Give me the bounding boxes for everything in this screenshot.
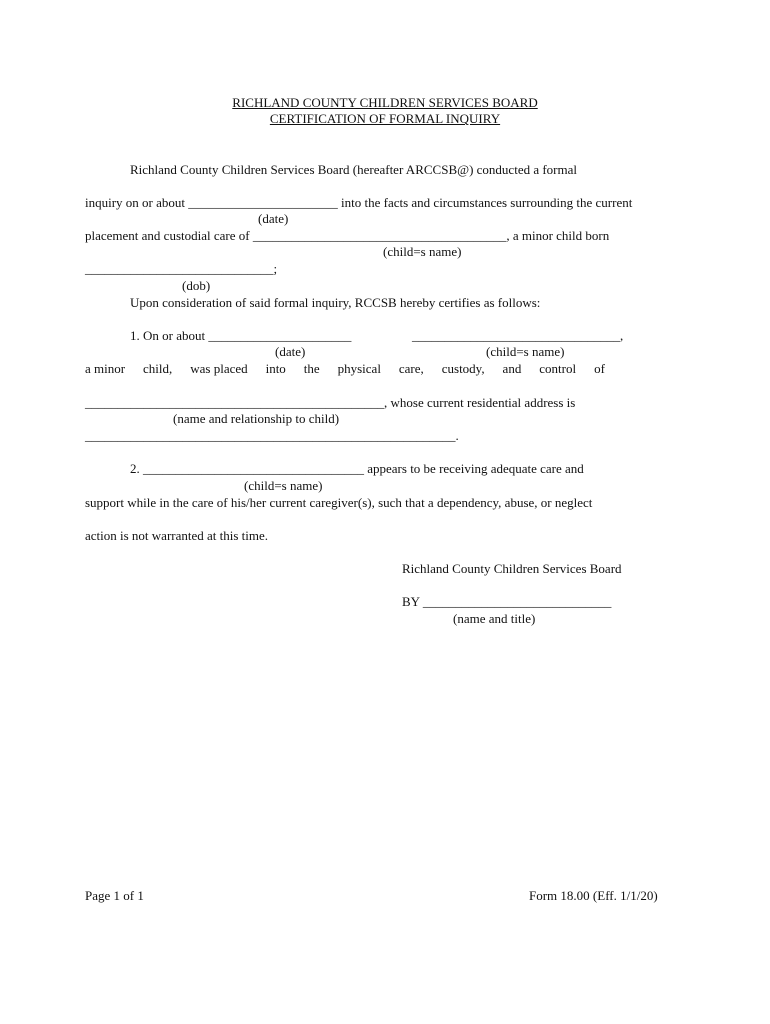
- item1-childs-name-caption: (child=s name): [486, 344, 565, 359]
- word: was placed: [190, 361, 248, 376]
- item1-name-relationship-caption: (name and relationship to child): [173, 411, 340, 426]
- item1-placement-line: [85, 362, 605, 375]
- item1-date-caption: (date): [275, 344, 306, 359]
- intro-line-2: inquiry on or about _______________________ into the facts and circumstances surrounding the current: [85, 195, 633, 210]
- word: care,: [398, 361, 424, 376]
- intro-line-1: Richland County Children Services Board (hereafter ARCCSB@) conducted a formal: [130, 162, 578, 177]
- intro-childs-name-caption: (child=s name): [383, 244, 462, 259]
- word: of: [594, 361, 605, 376]
- item1-line-3: ______________________________________________, whose current residential address is: [85, 395, 576, 410]
- word: the: [303, 361, 320, 376]
- document-title: RICHLAND COUNTY CHILDREN SERVICES BOARD: [232, 95, 538, 110]
- word: into: [265, 361, 286, 376]
- word: physical: [337, 361, 381, 376]
- signature-caption: (name and title): [453, 611, 536, 626]
- footer-page-number: Page 1 of 1: [85, 888, 144, 903]
- intro-date-caption: (date): [258, 211, 289, 226]
- document-subtitle: CERTIFICATION OF FORMAL INQUIRY: [269, 111, 501, 126]
- signature-organization: Richland County Children Services Board: [402, 561, 622, 576]
- intro-line-4: Upon consideration of said formal inquiry, RCCSB hereby certifies as follows:: [130, 295, 541, 310]
- signature-by-line: BY _____________________________: [402, 594, 612, 609]
- item2-line-1: 2. __________________________________ appears to be receiving adequate care and: [130, 461, 584, 476]
- word: custody,: [441, 361, 485, 376]
- intro-line-3: placement and custodial care of _______________________________________, a minor child born: [85, 228, 610, 243]
- item2-line-3: action is not warranted at this time.: [85, 528, 269, 543]
- footer-form-number: Form 18.00 (Eff. 1/1/20): [529, 888, 658, 903]
- item1-line-1-left: 1. On or about ______________________: [130, 328, 352, 343]
- word: control: [539, 361, 577, 376]
- item2-line-2: support while in the care of his/her current caregiver(s), such that a dependency, abuse, or neglect: [85, 495, 593, 510]
- intro-dob-caption: (dob): [182, 278, 211, 293]
- intro-dob-blank: _____________________________;: [85, 261, 278, 276]
- word: child,: [143, 361, 173, 376]
- word: and: [502, 361, 522, 376]
- item1-line-4: _________________________________________________________.: [85, 428, 459, 443]
- item2-childs-name-caption: (child=s name): [244, 478, 323, 493]
- item1-line-1-right: ________________________________,: [412, 328, 624, 343]
- word: a minor: [85, 361, 126, 376]
